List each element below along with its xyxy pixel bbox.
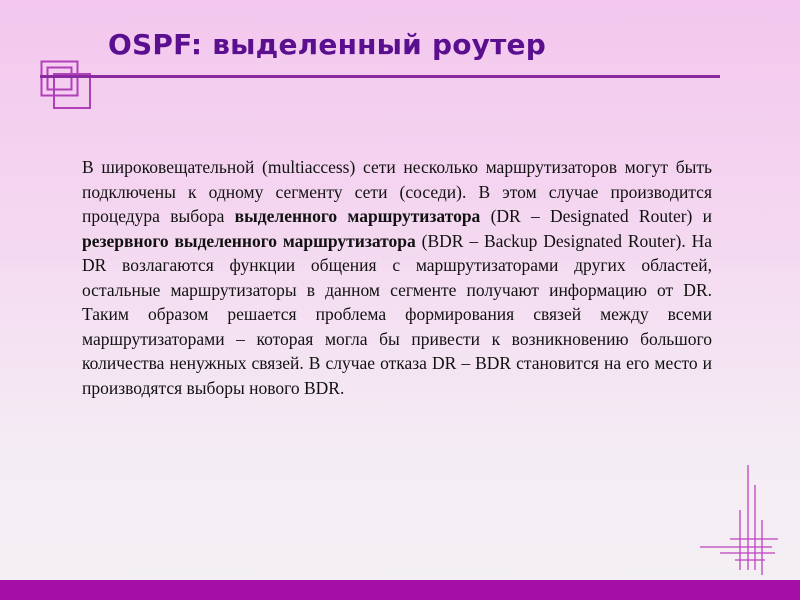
body-paragraph — [82, 155, 712, 400]
paragraph-bold-bdr: резервного выделенного маршрутизатора — [82, 230, 416, 251]
bottom-accent-bar — [0, 580, 800, 600]
paragraph-text-2: (DR – Designated Router) и — [480, 206, 712, 226]
paragraph-text-3: (BDR – Backup Designated Router). На DR возлагаются функции общения с маршрутизаторами других областей, остальные маршрутизаторы в данном сегменте получают информацию от DR. Таким образом решается проблема формирования связей между всеми маршрутизаторами – которая могла бы привести к возникновению большого количества ненужных связей. В случае отказа DR – BDR становится на его место и производятся выборы нового BDR. — [82, 230, 712, 398]
slide-title: OSPF: выделенный роутер — [108, 28, 546, 61]
title-underline — [40, 75, 720, 78]
paragraph-text-1: В широковещательной (multiaccess) сети несколько маршрутизаторов могут быть подключены к одному сегменту сети (соседи). В этом случае производится процедура выбора — [82, 157, 712, 226]
crosshatch-lines-decoration-icon — [700, 465, 780, 575]
paragraph-bold-dr: выделенного маршрутизатора — [234, 206, 481, 226]
nested-squares-decoration-icon — [40, 60, 92, 110]
